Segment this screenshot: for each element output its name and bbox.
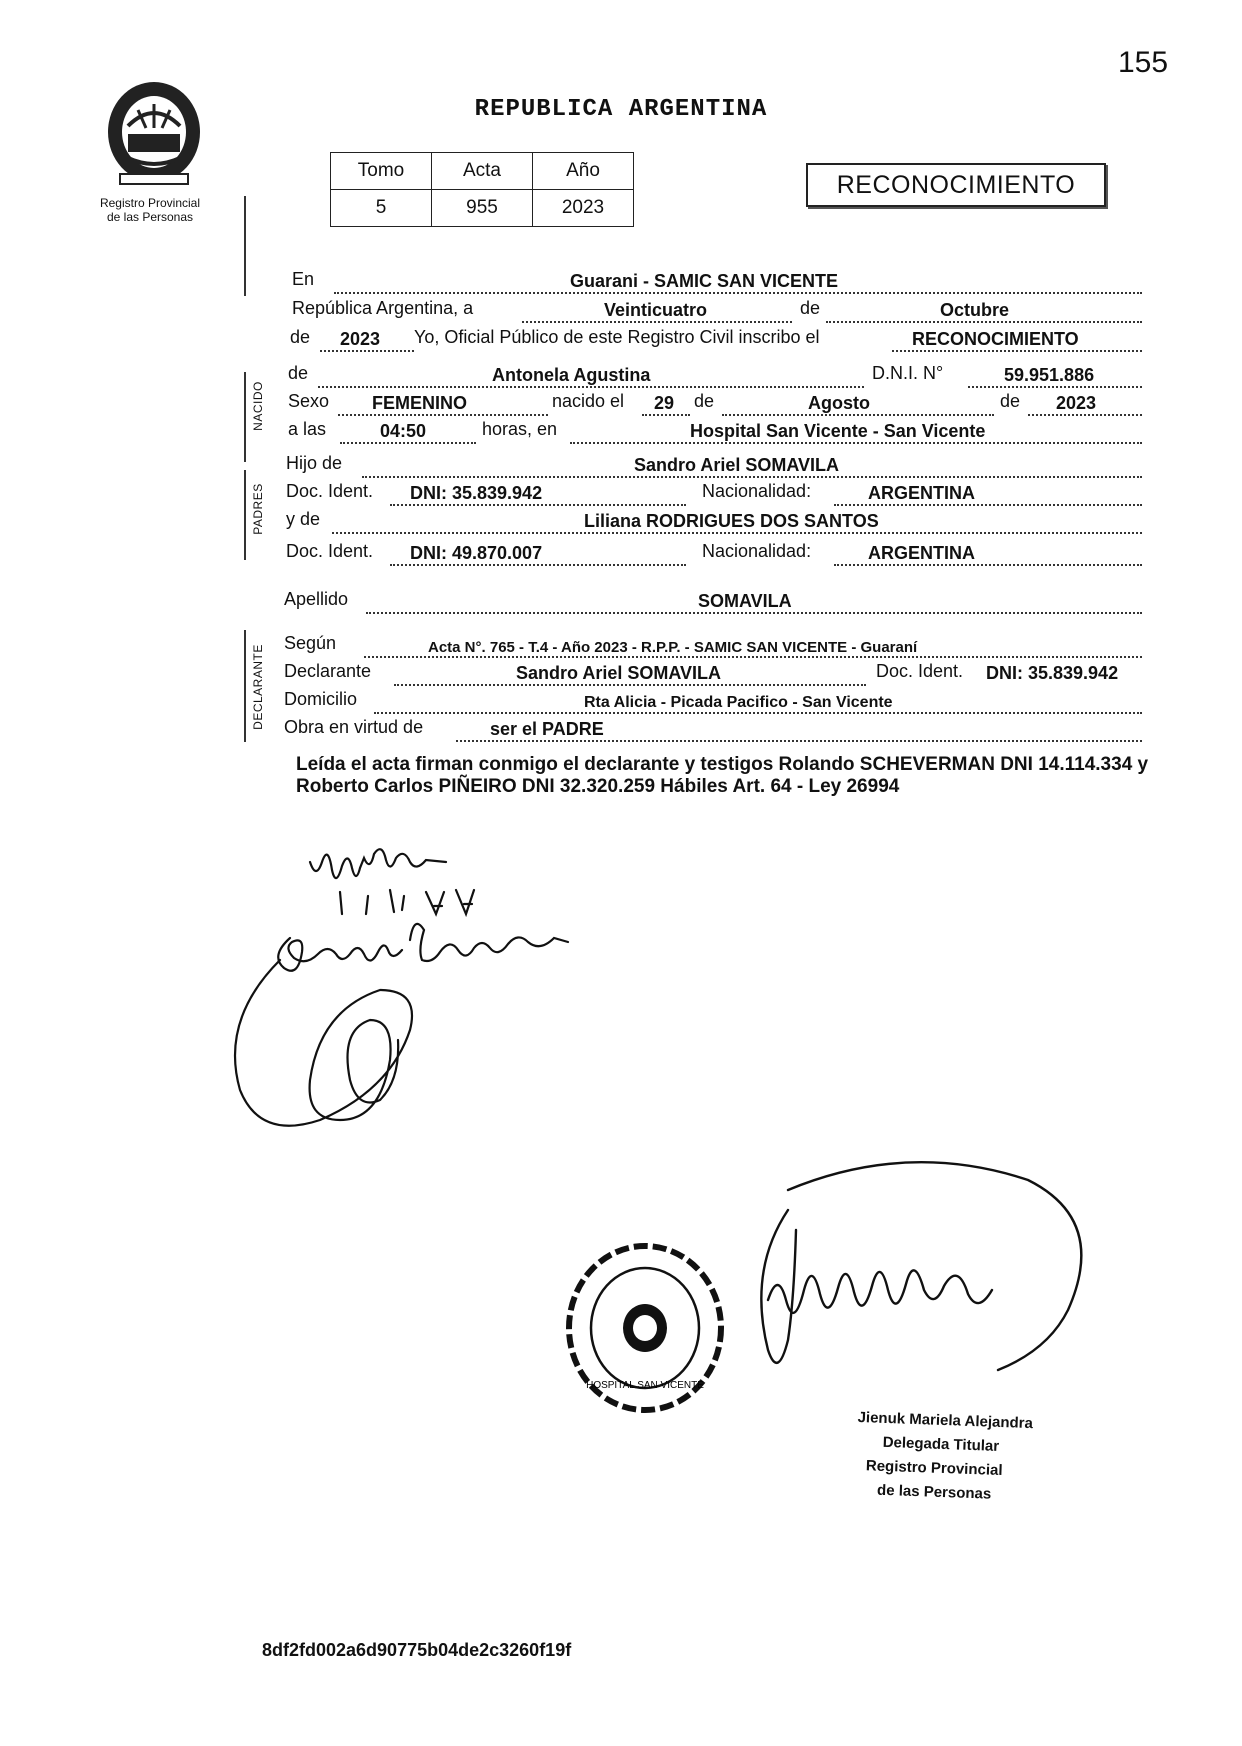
en-label: En — [292, 269, 315, 289]
declarante-label: Declarante — [284, 661, 372, 681]
registry-table-value-row — [331, 190, 634, 227]
obra-en-virtud-label: Obra en virtud de — [284, 717, 424, 737]
dotted-line — [522, 321, 792, 323]
capacity-value: ser el PADRE — [490, 719, 604, 739]
official-role: Delegada Titular — [882, 1433, 1000, 1455]
dotted-line — [362, 476, 1142, 478]
mother-nationality-value: ARGENTINA — [868, 543, 975, 563]
dotted-line — [834, 504, 1142, 506]
dotted-line — [722, 414, 994, 416]
doc-ident-label: Doc. Ident. — [286, 481, 374, 501]
birth-year-value: 2023 — [1056, 393, 1097, 413]
padres-section-label: PADRES — [251, 483, 265, 535]
dotted-line — [320, 350, 414, 352]
registry-table — [330, 152, 634, 227]
dotted-line — [374, 712, 1142, 714]
closing-statement: Leída el acta firman conmigo el declarante y testigos Rolando SCHEVERMAN DNI 14.114.334 y Roberto Carlos PIÑEIRO DNI 32.320.259 Hábiles Art. 64 - Ley 26994 — [296, 754, 1149, 797]
de-label: de — [288, 363, 309, 383]
registry-table-header-row — [331, 153, 634, 190]
address-value: Rta Alicia - Picada Pacifico - San Vicente — [584, 694, 893, 711]
father-doc-value: DNI: 35.839.942 — [410, 483, 543, 503]
dotted-line — [570, 442, 1142, 444]
dotted-line — [340, 442, 476, 444]
doc-ident-label: Doc. Ident. — [286, 541, 374, 561]
reference-value: Acta N°. 765 - T.4 - Año 2023 - R.P.P. - SAMIC SAN VICENTE - Guaraní — [428, 639, 918, 656]
issuer-line-2: de las Personas — [106, 210, 194, 224]
declarante-section-rule — [244, 630, 246, 742]
acta-header: Acta — [432, 153, 533, 190]
dotted-line — [332, 532, 1142, 534]
place-value: Guarani - SAMIC SAN VICENTE — [570, 271, 839, 291]
stamp-text: HOSPITAL SAN VICENTE — [586, 1380, 704, 1391]
document-type-box: RECONOCIMIENTO — [806, 163, 1106, 207]
domicilio-label: Domicilio — [284, 689, 358, 709]
de-label: de — [290, 327, 311, 347]
official-signature-block — [855, 1406, 1088, 1510]
birth-place-value: Hospital San Vicente - San Vicente — [690, 421, 986, 441]
issuer-line-1: Registro Provincial — [99, 196, 201, 210]
dotted-line — [642, 414, 690, 416]
padres-section-rule — [244, 470, 246, 560]
father-nationality-value: ARGENTINA — [868, 483, 975, 503]
dotted-line — [892, 350, 1142, 352]
republica-label: República Argentina, a — [292, 298, 474, 318]
mother-name-value: Liliana RODRIGUES DOS SANTOS — [584, 511, 879, 531]
signature-narrana — [310, 849, 446, 878]
signature-liliana — [340, 890, 474, 914]
de-label: de — [1000, 391, 1021, 411]
official-office-line-2: de las Personas — [876, 1481, 992, 1503]
dotted-line — [1028, 414, 1142, 416]
nacionalidad-label: Nacionalidad: — [702, 541, 812, 561]
nacido-section-rule — [244, 372, 246, 462]
act-type-value: RECONOCIMIENTO — [912, 329, 1079, 349]
child-name-value: Antonela Agustina — [492, 365, 651, 385]
month-value: Octubre — [940, 300, 1010, 320]
dotted-line — [394, 684, 866, 686]
tomo-header: Tomo — [331, 153, 432, 190]
acta-value: 955 — [432, 190, 533, 227]
dotted-line — [318, 386, 864, 388]
dotted-line — [456, 740, 1142, 742]
page-number: 155 — [1118, 46, 1169, 79]
mother-doc-value: DNI: 49.870.007 — [410, 543, 543, 563]
a-las-label: a las — [288, 419, 327, 439]
dotted-line — [364, 656, 1142, 658]
de-label: de — [694, 391, 715, 411]
segun-label: Según — [284, 633, 337, 653]
dotted-line — [826, 321, 1142, 323]
nacionalidad-label: Nacionalidad: — [702, 481, 812, 501]
dotted-line — [366, 612, 1142, 614]
dotted-line — [334, 292, 1142, 294]
year-value: 2023 — [340, 329, 381, 349]
hijo-de-label: Hijo de — [286, 453, 343, 473]
dotted-line — [390, 564, 686, 566]
surname-value: SOMAVILA — [698, 591, 792, 611]
margin-rule — [244, 196, 246, 296]
dotted-line — [834, 564, 1142, 566]
dotted-line — [390, 504, 686, 506]
official-signature-image — [728, 1150, 1128, 1410]
dni-no-label: D.N.I. N° — [872, 363, 944, 383]
dotted-line — [338, 414, 548, 416]
sex-value: FEMENINO — [372, 393, 468, 413]
anio-value: 2023 — [533, 190, 634, 227]
de-label: de — [800, 298, 821, 318]
anio-header: Año — [533, 153, 634, 190]
handwritten-signatures — [220, 820, 700, 1160]
tomo-value: 5 — [331, 190, 432, 227]
sexo-label: Sexo — [288, 391, 330, 411]
doc-ident-label: Doc. Ident. — [876, 661, 964, 681]
signature-rolando — [278, 924, 568, 971]
nacido-el-label: nacido el — [552, 391, 625, 411]
y-de-label: y de — [286, 509, 321, 529]
birth-time-value: 04:50 — [380, 421, 427, 441]
nacido-section-label: NACIDO — [251, 381, 265, 431]
declarant-doc-value: DNI: 35.839.942 — [986, 663, 1119, 683]
provincial-seal-logo — [98, 74, 210, 190]
signature-scribble — [235, 960, 412, 1126]
document-hash: 8df2fd002a6d90775b04de2c3260f19f — [262, 1640, 572, 1660]
child-dni-value: 59.951.886 — [1004, 365, 1095, 385]
declarant-name-value: Sandro Ariel SOMAVILA — [516, 663, 722, 683]
official-stamp-image — [560, 1238, 730, 1418]
oficial-text: Yo, Oficial Público de este Registro Civil inscribo el — [414, 327, 820, 347]
issuer-caption — [70, 196, 230, 224]
day-value: Veinticuatro — [604, 300, 708, 320]
declarante-section-label: DECLARANTE — [251, 644, 265, 730]
official-name: Jienuk Mariela Alejandra — [857, 1408, 1034, 1433]
apellido-label: Apellido — [284, 589, 349, 609]
horas-en-label: horas, en — [482, 419, 558, 439]
birth-month-value: Agosto — [808, 393, 870, 413]
dotted-line — [968, 386, 1142, 388]
page-title: REPUBLICA ARGENTINA — [474, 96, 768, 123]
birth-day-value: 29 — [654, 393, 675, 413]
father-name-value: Sandro Ariel SOMAVILA — [634, 455, 840, 475]
official-office-line-1: Registro Provincial — [865, 1457, 1003, 1480]
